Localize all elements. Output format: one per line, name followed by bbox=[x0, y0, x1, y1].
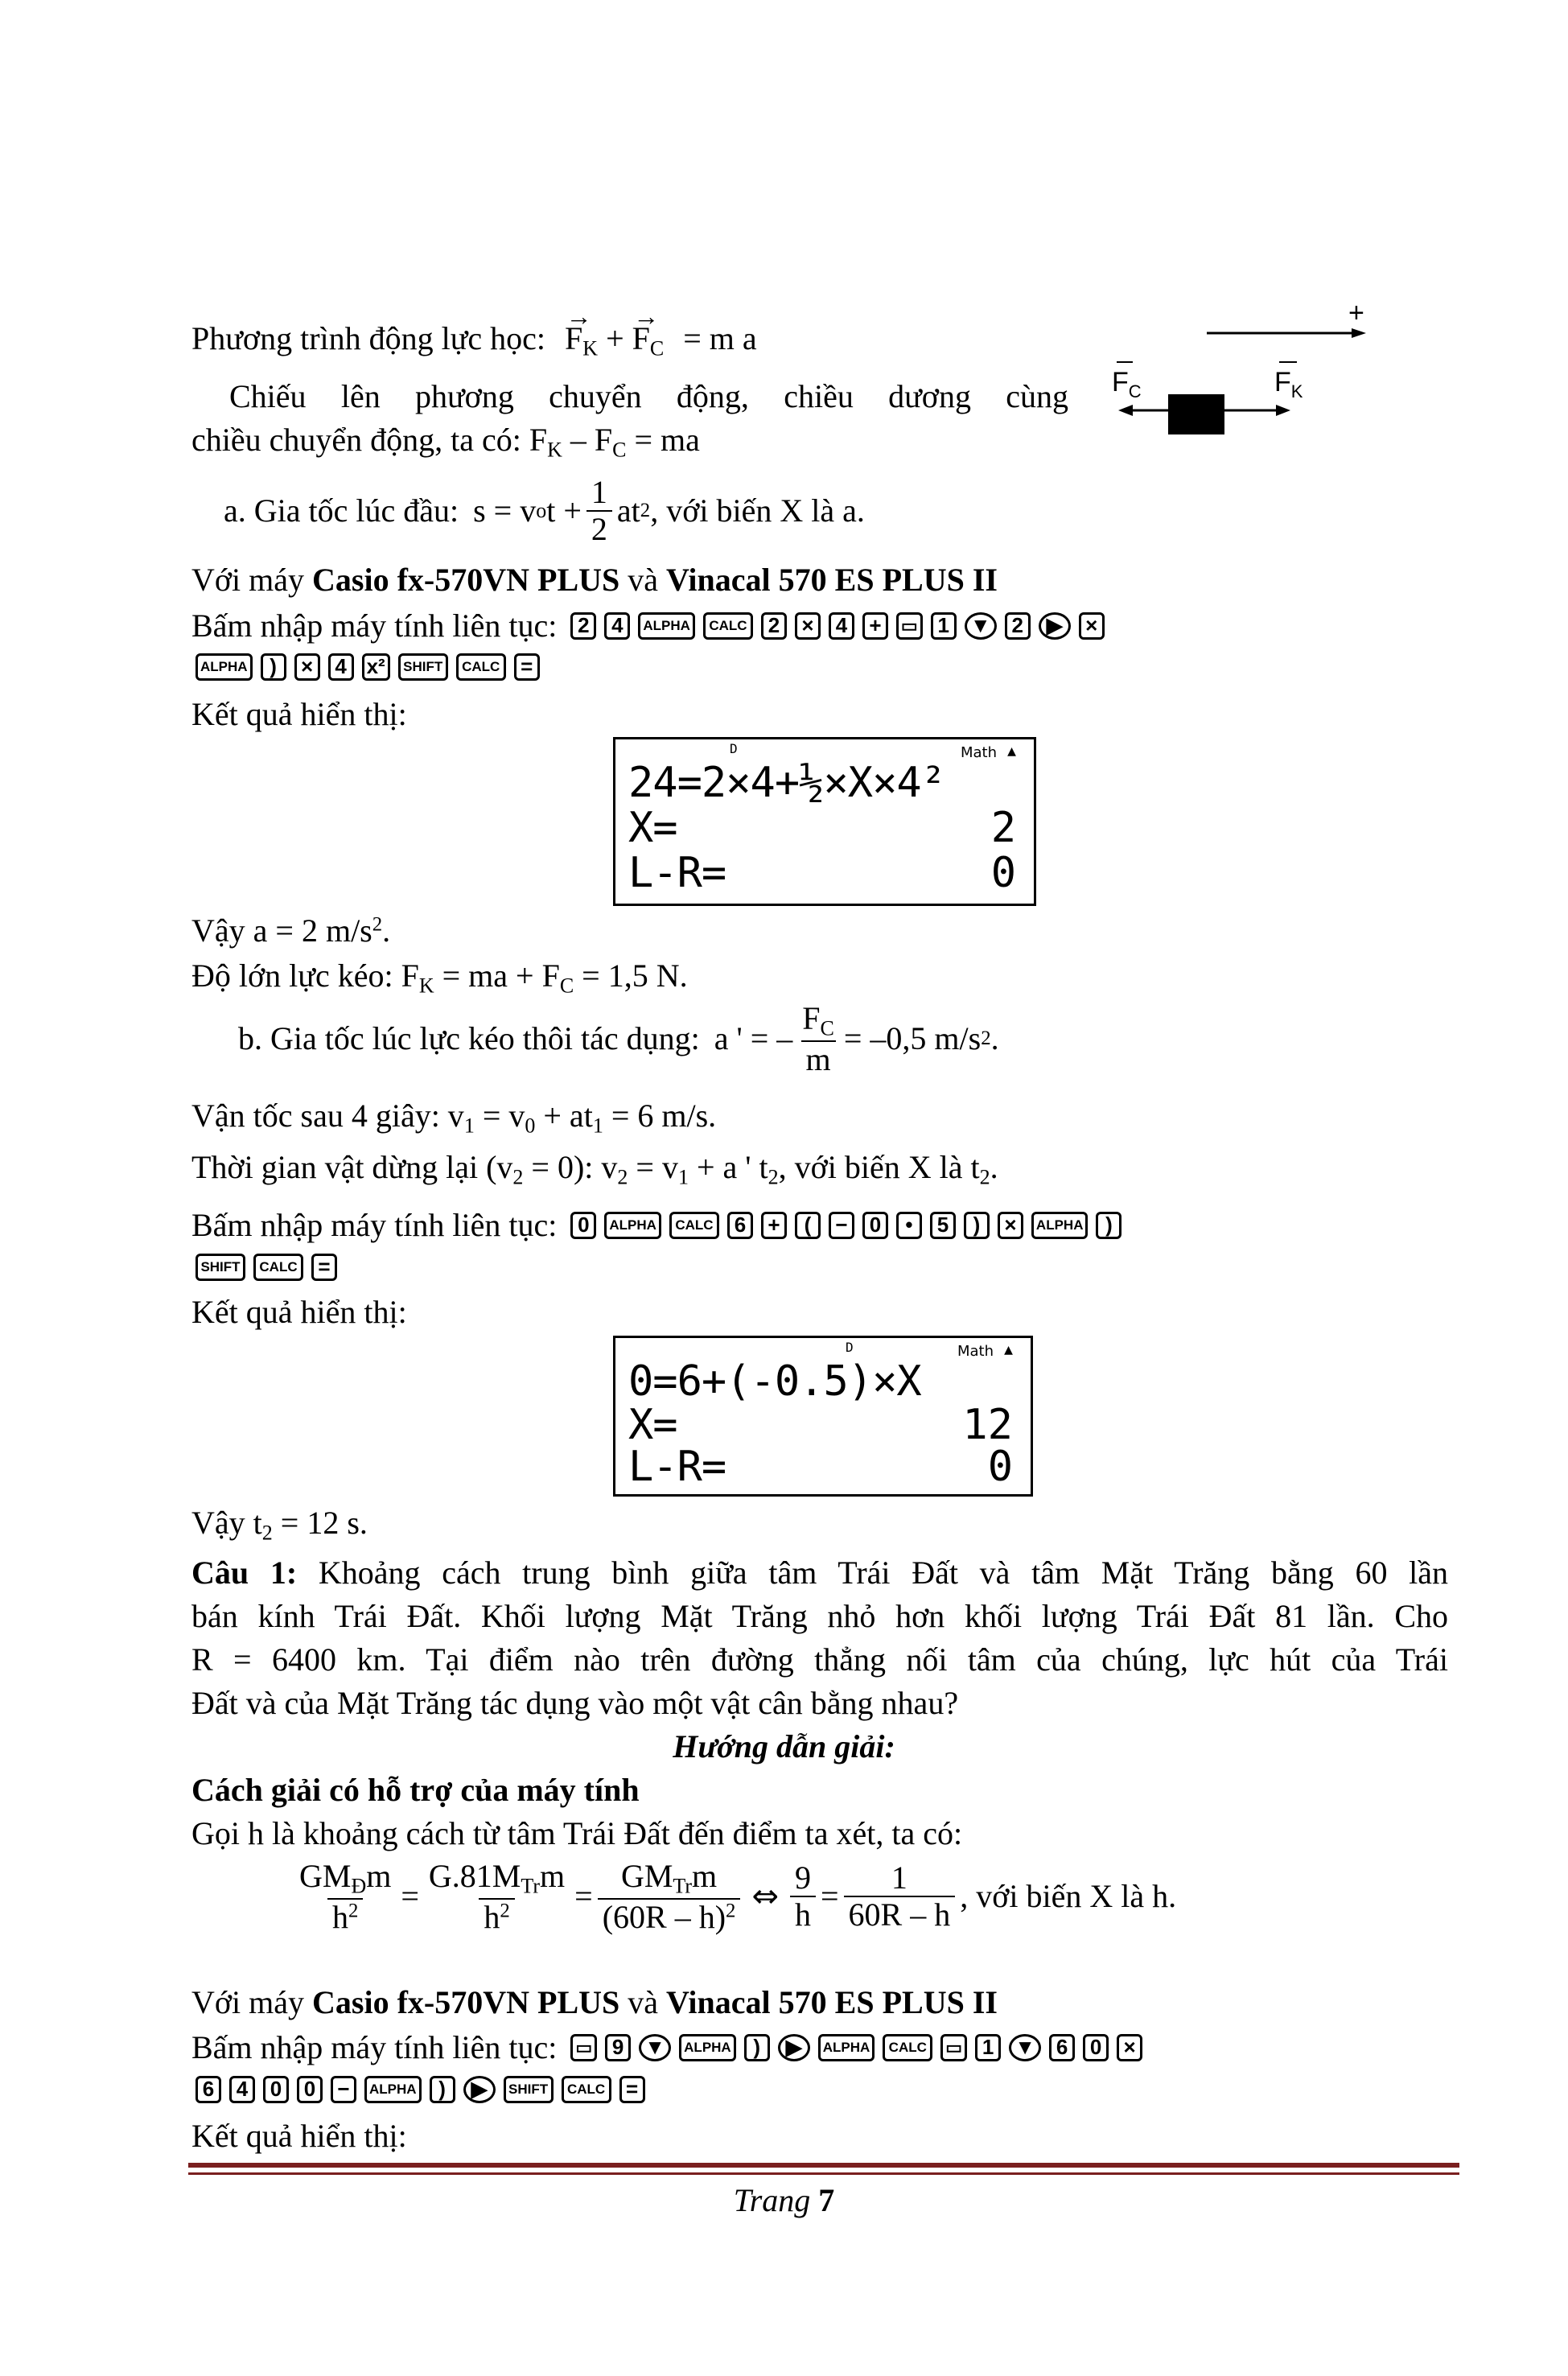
calc-key: 4 bbox=[829, 612, 854, 640]
t: + a ' t bbox=[688, 1149, 768, 1185]
screen-line3-left: L-R= bbox=[628, 1443, 726, 1491]
calc-key: + bbox=[761, 1212, 787, 1239]
vec-letter: F bbox=[565, 320, 583, 356]
t: , với biến X là h. bbox=[960, 1878, 1177, 1915]
footer-rule-thin bbox=[188, 2172, 1459, 2175]
calc-key: × bbox=[1079, 612, 1105, 640]
calc-key: CALC bbox=[456, 653, 506, 681]
den: h bbox=[790, 1896, 816, 1933]
calc-key: CALC bbox=[562, 2076, 611, 2103]
frac-9-h bbox=[790, 1860, 816, 1933]
result-label-2: Kết quả hiển thị: bbox=[191, 1294, 407, 1330]
den: 60R – h bbox=[844, 1896, 956, 1933]
result-a2 bbox=[191, 957, 688, 998]
num bbox=[616, 1859, 722, 1898]
screen-line3-right: 0 bbox=[990, 849, 1016, 897]
calc-key: × bbox=[998, 1212, 1023, 1239]
calc-key: 0 bbox=[1083, 2034, 1109, 2061]
calc-screen-2 bbox=[613, 1336, 1033, 1497]
calc-key: CALC bbox=[253, 1254, 303, 1281]
t: GM bbox=[620, 1858, 673, 1894]
calc-title-2 bbox=[191, 1984, 998, 2021]
sup: 2 bbox=[500, 1900, 510, 1922]
calc-key: 0 bbox=[862, 1212, 888, 1239]
t: G.81M bbox=[428, 1858, 521, 1894]
screen-line2-right: 12 bbox=[962, 1401, 1013, 1449]
num bbox=[797, 1001, 839, 1040]
calc-key: ▶ bbox=[463, 2076, 496, 2103]
calc-key: 0 bbox=[263, 2076, 289, 2103]
result-b bbox=[191, 1505, 368, 1545]
fraction-fc-m bbox=[797, 1001, 839, 1077]
fk-arrow-head bbox=[1276, 405, 1290, 416]
calc-key: ALPHA bbox=[818, 2034, 875, 2061]
d-indicator: D bbox=[846, 1340, 854, 1355]
input-label: Bấm nhập máy tính liên tục: bbox=[191, 2029, 558, 2065]
sub: 2 bbox=[768, 1165, 779, 1189]
calc-key: ALPHA bbox=[604, 1212, 661, 1239]
frac-1-60r bbox=[844, 1860, 956, 1933]
t: = 1,5 N. bbox=[574, 957, 688, 994]
num: 9 bbox=[794, 1859, 811, 1896]
calc-key: = bbox=[311, 1254, 337, 1281]
question-line1 bbox=[191, 1554, 1448, 1592]
input-label: Bấm nhập máy tính liên tục: bbox=[191, 1207, 558, 1243]
calc-key: × bbox=[294, 653, 320, 681]
t: Casio fx-570VN PLUS bbox=[312, 1984, 620, 2020]
calc-key: ) bbox=[964, 1212, 990, 1239]
screen-line2-right: 2 bbox=[990, 804, 1016, 852]
calc-key: × bbox=[795, 612, 821, 640]
t: t + bbox=[546, 492, 582, 529]
projection-line2 bbox=[191, 422, 700, 462]
plus-sign: + bbox=[606, 320, 632, 356]
keys-row-a1 bbox=[191, 607, 1109, 644]
page-footer bbox=[0, 2182, 1568, 2219]
t: F bbox=[802, 1000, 821, 1036]
num bbox=[424, 1859, 570, 1898]
calc-key: − bbox=[829, 1212, 854, 1239]
t: Vận tốc sau 4 giây: v bbox=[191, 1097, 464, 1134]
calc-key: ALPHA bbox=[195, 653, 253, 681]
screen-line1: 0=6+(-0.5)×X bbox=[628, 1357, 921, 1406]
t: = 0): v bbox=[523, 1149, 618, 1185]
t: Với máy bbox=[191, 562, 313, 598]
sup: 2 bbox=[726, 1900, 736, 1922]
sub: o bbox=[536, 499, 547, 523]
calc-key: 4 bbox=[328, 653, 354, 681]
calc-key: ) bbox=[261, 653, 286, 681]
vector-fc bbox=[632, 320, 665, 360]
calc-key: ▶ bbox=[1039, 612, 1071, 640]
t: Khoảng cách trung bình giữa tâm Trái Đất và tâm Mặt Trăng bằng 60 lần bbox=[297, 1554, 1449, 1591]
calc-key: ▼ bbox=[639, 2034, 671, 2061]
calc-key: 1 bbox=[931, 612, 957, 640]
calc-key: 5 bbox=[930, 1212, 956, 1239]
t: at bbox=[616, 492, 640, 529]
screen-line2-left: X= bbox=[628, 1401, 677, 1449]
screen-line2-left: X= bbox=[628, 804, 677, 852]
sub: C bbox=[820, 1016, 834, 1040]
calc-key: ▼ bbox=[1009, 2034, 1041, 2061]
fk-label: $F_K$ bbox=[1274, 367, 1303, 401]
fc-label: $F_C$ bbox=[1112, 367, 1142, 401]
calc-key: 6 bbox=[195, 2076, 221, 2103]
calc-key: ALPHA bbox=[364, 2076, 422, 2103]
input-label: Bấm nhập máy tính liên tục: bbox=[191, 607, 558, 644]
t: = 6 m/s. bbox=[603, 1097, 717, 1134]
calc-key: 2 bbox=[570, 612, 596, 640]
t: Casio fx-570VN PLUS bbox=[312, 562, 620, 598]
t: h bbox=[484, 1898, 500, 1935]
question-line4: Đất và của Mặt Trăng tác dụng vào một vật cân bằng nhau? bbox=[191, 1685, 959, 1721]
frac-earth bbox=[294, 1859, 396, 1935]
calc-key: ▭ bbox=[940, 2034, 967, 2061]
t: = –0,5 m/s bbox=[843, 1020, 982, 1057]
dynamics-equation bbox=[191, 320, 757, 360]
calc-key: x² bbox=[362, 653, 390, 681]
t: m bbox=[366, 1858, 392, 1894]
t: và bbox=[619, 1984, 667, 2020]
calc-key: ▼ bbox=[965, 612, 997, 640]
calc-key: + bbox=[862, 612, 888, 640]
sup: 2 bbox=[981, 1027, 991, 1050]
d-indicator: D bbox=[730, 741, 738, 756]
calc-key: ▭ bbox=[896, 612, 923, 640]
calc-key: − bbox=[331, 2076, 356, 2103]
den bbox=[479, 1898, 514, 1935]
t: chiều chuyển động, ta có: F bbox=[191, 422, 548, 458]
page-number: 7 bbox=[818, 2182, 835, 2218]
sub: 1 bbox=[463, 1114, 475, 1138]
num: 1 bbox=[891, 1859, 907, 1896]
calc-key: ▭ bbox=[570, 2034, 597, 2061]
den bbox=[327, 1898, 363, 1935]
guide-heading: Hướng dẫn giải: bbox=[673, 1728, 895, 1764]
question-label: Câu 1: bbox=[191, 1554, 298, 1591]
vector-fk bbox=[565, 320, 598, 360]
calc-key: SHIFT bbox=[398, 653, 448, 681]
force-diagram bbox=[1110, 298, 1376, 443]
question-line2: bán kính Trái Đất. Khối lượng Mặt Trăng nhỏ hơn khối lượng Trái Đất 81 lần. Cho bbox=[191, 1598, 1448, 1634]
t: h bbox=[331, 1898, 348, 1935]
num bbox=[294, 1859, 396, 1898]
t: GM bbox=[299, 1858, 352, 1894]
sub: 1 bbox=[677, 1165, 689, 1189]
frac-moon-81 bbox=[424, 1859, 570, 1935]
calc-key: ALPHA bbox=[638, 612, 695, 640]
fraction-half bbox=[586, 475, 612, 547]
equals: = bbox=[820, 1878, 839, 1915]
sup: 2 bbox=[348, 1900, 359, 1922]
sub: Tr bbox=[673, 1874, 693, 1898]
t: . bbox=[990, 1149, 998, 1185]
t: . bbox=[990, 1020, 999, 1057]
sub: 2 bbox=[261, 1521, 273, 1545]
calc-key: ▶ bbox=[778, 2034, 810, 2061]
result-label-3: Kết quả hiển thị: bbox=[191, 2118, 407, 2154]
calc-key: 2 bbox=[761, 612, 787, 640]
keys-row-c2 bbox=[191, 2076, 649, 2103]
calc-key: 4 bbox=[229, 2076, 255, 2103]
calc-key: = bbox=[514, 653, 540, 681]
keys-row-b2 bbox=[191, 1254, 341, 1281]
fc-arrow-head bbox=[1118, 405, 1133, 416]
arrow-head bbox=[1352, 328, 1366, 338]
t: Thời gian vật dừng lại (v bbox=[191, 1149, 513, 1185]
method-heading: Cách giải có hỗ trợ của máy tính bbox=[191, 1772, 640, 1808]
calc-key: 6 bbox=[1049, 2034, 1075, 2061]
keys-row-b1 bbox=[191, 1207, 1126, 1244]
calc-key: ( bbox=[795, 1212, 821, 1239]
calc-title-1 bbox=[191, 562, 998, 599]
velocity-line bbox=[191, 1097, 716, 1138]
part-a bbox=[224, 475, 865, 547]
calc-key: ALPHA bbox=[679, 2034, 736, 2061]
calc-key: 4 bbox=[604, 612, 630, 640]
stop-time-line bbox=[191, 1149, 998, 1189]
sub: 2 bbox=[979, 1165, 990, 1189]
calc-key: 0 bbox=[297, 2076, 323, 2103]
calc-key: SHIFT bbox=[195, 1254, 245, 1281]
calc-key: SHIFT bbox=[504, 2076, 554, 2103]
calc-key: CALC bbox=[669, 1212, 719, 1239]
footer-rule-thick bbox=[188, 2163, 1459, 2168]
rhs: = m a bbox=[683, 320, 757, 356]
t: = ma bbox=[626, 422, 700, 458]
t: . bbox=[382, 912, 391, 949]
t: s = v bbox=[473, 492, 537, 529]
calc-key: 9 bbox=[605, 2034, 631, 2061]
t: = ma + F bbox=[434, 957, 560, 994]
screen-line3-left: L-R= bbox=[628, 849, 726, 897]
t: , với biến X là a. bbox=[650, 492, 865, 529]
calc-key: ALPHA bbox=[1031, 1212, 1089, 1239]
t: = 12 s. bbox=[272, 1505, 368, 1541]
sub: Tr bbox=[521, 1874, 541, 1898]
iff-symbol: ⇔ bbox=[751, 1878, 779, 1916]
question-line3: R = 6400 km. Tại điểm nào trên đường thẳng nối tâm của chúng, lực hút của Trái bbox=[191, 1641, 1448, 1678]
block bbox=[1168, 394, 1224, 434]
calc-screen-1 bbox=[613, 737, 1036, 906]
calc-key: 6 bbox=[727, 1212, 753, 1239]
calc-key: • bbox=[896, 1212, 922, 1239]
t: (60R – h) bbox=[602, 1898, 726, 1935]
plus-label: + bbox=[1348, 298, 1364, 328]
screen-line1: 24=2×4+½×X×4² bbox=[628, 759, 945, 807]
sup: 2 bbox=[640, 499, 651, 521]
t: Với máy bbox=[191, 1984, 313, 2020]
vec-letter: F bbox=[632, 320, 650, 356]
t: Vinacal 570 ES PLUS II bbox=[666, 1984, 998, 2020]
sub: 2 bbox=[617, 1165, 628, 1189]
t: Vậy a = 2 m/s bbox=[191, 912, 372, 949]
calc-key: ) bbox=[744, 2034, 770, 2061]
math-indicator: Math bbox=[957, 1343, 994, 1360]
keys-row-a2 bbox=[191, 653, 544, 681]
keys-row-c1 bbox=[191, 2029, 1146, 2066]
sub: K bbox=[418, 974, 434, 998]
t: = v bbox=[628, 1149, 678, 1185]
calc-key: ) bbox=[1096, 1212, 1121, 1239]
let-h-line: Gọi h là khoảng cách từ tâm Trái Đất đến điểm ta xét, ta có: bbox=[191, 1815, 963, 1851]
t: Vinacal 570 ES PLUS II bbox=[666, 562, 998, 598]
projection-line1: Chiếu lên phương chuyển động, chiều dương cùng bbox=[229, 378, 1068, 414]
num: 1 bbox=[591, 474, 607, 510]
t: = v bbox=[474, 1097, 525, 1134]
equals: = bbox=[574, 1878, 593, 1915]
sub: C bbox=[612, 438, 627, 462]
calc-key: 2 bbox=[1005, 612, 1031, 640]
up-indicator: ▲ bbox=[1007, 743, 1016, 760]
sub: K bbox=[547, 438, 562, 462]
sub: C bbox=[559, 974, 574, 998]
den bbox=[598, 1898, 741, 1935]
t: Vậy t bbox=[191, 1505, 262, 1541]
sup: 2 bbox=[372, 913, 383, 936]
sub: 2 bbox=[512, 1165, 524, 1189]
page-label: Trang bbox=[733, 2182, 811, 2218]
t: + at bbox=[535, 1097, 593, 1134]
den: m bbox=[801, 1040, 836, 1077]
sub: Đ bbox=[351, 1874, 367, 1898]
sub: 1 bbox=[592, 1114, 603, 1138]
t: , với biến X là t bbox=[778, 1149, 980, 1185]
t: – F bbox=[562, 422, 613, 458]
equals: = bbox=[401, 1878, 419, 1915]
sub: C bbox=[649, 336, 665, 360]
t: và bbox=[619, 562, 667, 598]
t: a. Gia tốc lúc đầu: bbox=[224, 492, 459, 529]
calc-key: × bbox=[1117, 2034, 1142, 2061]
calc-key: CALC bbox=[703, 612, 753, 640]
math-indicator: Math bbox=[960, 744, 997, 761]
frac-moon bbox=[598, 1859, 741, 1935]
up-indicator: ▲ bbox=[1004, 1341, 1013, 1358]
result-label-1: Kết quả hiển thị: bbox=[191, 696, 407, 732]
part-b bbox=[238, 1001, 999, 1077]
t: b. Gia tốc lúc lực kéo thôi tác dụng: bbox=[238, 1020, 700, 1057]
calc-key: CALC bbox=[883, 2034, 932, 2061]
sub: K bbox=[582, 336, 599, 360]
text: Phương trình động lực học: bbox=[191, 320, 546, 356]
t: m bbox=[540, 1858, 566, 1894]
screen-line3-right: 0 bbox=[987, 1443, 1013, 1491]
t: m bbox=[692, 1858, 718, 1894]
calc-key: ) bbox=[430, 2076, 455, 2103]
calc-key: 0 bbox=[570, 1212, 596, 1239]
den: 2 bbox=[586, 510, 612, 547]
gravity-equation bbox=[290, 1859, 1176, 1935]
sub: 0 bbox=[525, 1114, 536, 1138]
t: a ' = – bbox=[714, 1020, 793, 1057]
result-a1 bbox=[191, 912, 390, 949]
t: Độ lớn lực kéo: F bbox=[191, 957, 419, 994]
calc-key: 1 bbox=[975, 2034, 1001, 2061]
calc-key: = bbox=[619, 2076, 645, 2103]
